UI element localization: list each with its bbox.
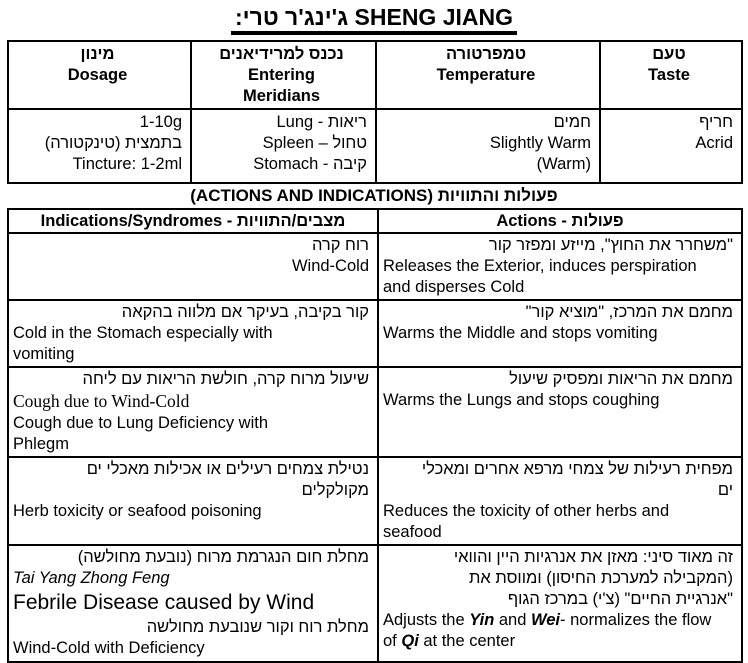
indication-he: שיעול מרוח קרה, חולשת הריאות עם ליחה [82, 370, 369, 388]
action-he-line1: מפחית רעילות של צמחי מרפא אחרים ומאכלי [421, 460, 733, 478]
action-he: מחמם את הריאות ומפסיק שיעול [509, 370, 733, 388]
indications-cell [8, 545, 378, 662]
temperature-en: Slightly Warm [489, 134, 591, 152]
header-meridians [191, 41, 376, 109]
indication-he-line2: מחלת רוח וקור שנובעת מחולשה [146, 618, 369, 636]
dosage-tincture-en: Tincture: 1-2ml [72, 155, 182, 173]
header-taste-he: טעם [652, 45, 686, 63]
meridian-spleen: טחול – Spleen [262, 134, 367, 152]
table-row-wind-cold [8, 233, 742, 300]
wei-term: Wei [530, 611, 561, 629]
action-he: מחמם את המרכז, "מוציא קור" [525, 303, 733, 321]
taste-en: Acrid [695, 134, 733, 152]
table-row-cough [8, 367, 742, 457]
header-meridians-he: נכנס למרידיאנים [219, 45, 344, 63]
indication-en-line1: Cough due to Lung Deficiency with [13, 414, 268, 432]
actions-cell [378, 300, 742, 367]
dosage-cell [8, 109, 191, 183]
action-en-line2: seafood [383, 523, 442, 541]
table-row-stomach-cold [8, 300, 742, 367]
title-row [7, 5, 741, 35]
text-segment: at the center [418, 632, 516, 650]
header-indications: מצבים/התוויות - Indications/Syndromes [8, 209, 378, 233]
info-header-row [8, 41, 742, 109]
action-en-line2: and disperses Cold [383, 278, 525, 296]
header-dosage-en: Dosage [67, 66, 128, 84]
indication-en: Wind-Cold [291, 257, 369, 275]
text-segment: of [383, 632, 402, 650]
actions-indications-table [7, 208, 743, 663]
meridian-stomach: קיבה - Stomach [253, 155, 367, 173]
indication-en: Herb toxicity or seafood poisoning [13, 502, 262, 520]
text-segment: Adjusts the [383, 611, 470, 629]
header-dosage [8, 41, 191, 109]
action-en-line1: Reduces the toxicity of other herbs and [383, 502, 670, 520]
action-he-line2: ים [717, 481, 733, 499]
action-he-line3: "אנרגיית החיים" (צ'י) במרכז הגוף [507, 590, 733, 608]
qi-term: Qi [401, 632, 419, 650]
table-row-febrile [8, 545, 742, 662]
indications-cell [8, 300, 378, 367]
header-dosage-he: מינון [80, 45, 115, 63]
herb-info-table [7, 40, 743, 184]
indication-he-line2: מקולקלים [301, 481, 369, 499]
actions-cell [378, 545, 742, 662]
info-values-row [8, 109, 742, 183]
header-temperature [376, 41, 600, 109]
header-taste [600, 41, 742, 109]
meridians-cell [191, 109, 376, 183]
dosage-tincture-he: בתמצית (טינקטורה) [44, 134, 182, 152]
header-actions: פעולות - Actions [378, 209, 742, 233]
indication-he-line1: נטילת צמחים רעילים או אכילות מאכלי ים [86, 460, 369, 478]
actions-cell [378, 233, 742, 300]
taste-he: חריף [699, 113, 733, 131]
temperature-cell [376, 109, 600, 183]
section-title: פעולות והתוויות (ACTIONS AND INDICATIONS) [190, 186, 558, 205]
action-en-line2 [383, 631, 733, 652]
action-en-line1: Releases the Exterior, induces perspiration [383, 257, 697, 275]
indication-he: קור בקיבה, בעיקר אם מלווה בהקאה [121, 303, 369, 321]
indication-en: Wind-Cold with Deficiency [13, 639, 205, 657]
indication-pinyin: Tai Yang Zhong Feng [13, 569, 170, 587]
indications-cell [8, 233, 378, 300]
yin-term: Yin [469, 611, 495, 629]
meridian-lung: ריאות - Lung [276, 113, 367, 131]
temperature-en2: (Warm) [536, 155, 591, 173]
action-en: Warms the Middle and stops vomiting [383, 324, 658, 342]
temperature-he: חמים [553, 113, 591, 131]
indication-en-serif: Cough due to Wind-Cold [13, 391, 190, 411]
dosage-amount: 1-10g [139, 113, 182, 131]
action-he-line1: זה מאוד סיני: מאזן את אנרגיות היין והוואי [453, 548, 733, 566]
action-he: "משחרר את החוץ", מייזע ומפזר קור [488, 236, 733, 254]
indication-en-line2: Phlegm [13, 435, 69, 453]
actions-cell [378, 457, 742, 545]
indications-cell [8, 367, 378, 457]
header-meridians-en1: Entering [248, 66, 315, 84]
header-temperature-en: Temperature [436, 66, 536, 84]
indication-en-large: Febrile Disease caused by Wind [13, 591, 315, 614]
action-he-line2: (המקבילה למערכת החיסון) ומווסת את [469, 569, 733, 587]
indication-he: רוח קרה [311, 236, 369, 254]
page-title: SHENG JIANG ג'ינג'ר טרי: [231, 5, 517, 35]
action-en-line1 [383, 610, 733, 631]
text-segment: - normalizes the flow [560, 611, 712, 629]
header-taste-en: Taste [648, 66, 690, 84]
actions-header-row [8, 209, 742, 233]
indication-en-line1: Cold in the Stomach especially with [13, 324, 273, 342]
actions-cell [378, 367, 742, 457]
action-en: Warms the Lungs and stops coughing [383, 391, 660, 409]
indications-cell [8, 457, 378, 545]
taste-cell [600, 109, 742, 183]
header-meridians-en2: Meridians [242, 87, 321, 105]
text-segment: and [494, 611, 531, 629]
table-row-toxicity [8, 457, 742, 545]
header-temperature-he: טמפרטורה [445, 45, 527, 63]
indication-en-line2: vomiting [13, 345, 75, 363]
indication-he-line1: מחלת חום הנגרמת מרוח (נובעת מחולשה) [77, 548, 369, 566]
